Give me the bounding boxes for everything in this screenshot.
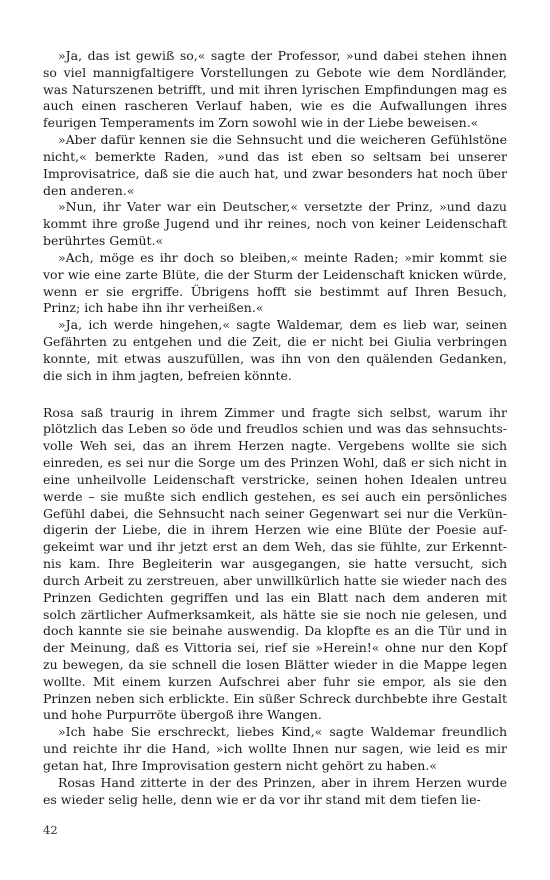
section-break — [43, 385, 507, 405]
paragraph-raden-sehnsucht: »Aber dafür kennen sie die Sehnsucht und die weicheren Gefühlstöne nicht,« bemerkte Raden, »und das ist eben so seltsam bei unserer Improvisatrice, daß sie die auch hat, und zwar besonders hat noch über den anderen.« — [43, 132, 507, 198]
paragraph-rosa-zimmer: Rosa saß traurig in ihrem Zimmer und fragte sich selbst, warum ihr plötzlich das Leben so öde und freudlos schien und was das sehnsuchtsvolle Weh sei, das an ihrem Herzen nagte. Vergebens wollte sie sich einreden, es sei nur die Sorge um des Prinzen Wohl, daß er sich nicht in eine unheilvolle Leidenschaft verstricke, seinen hohen Idealen untreu werde – sie mußte sich endlich gestehen, es sei auch ein persönliches Gefühl dabei, die Sehnsucht nach seiner Gegenwart sei nur die Verkündigerin der Liebe, die in ihrem Herzen wie eine Blüte der Poesie aufgekeimt war und ihr jetzt erst an dem Weh, das sie fühlte, zur Erkenntnis kam. Ihre Begleiterin war ausgegangen, sie hatte versucht, sich durch Arbeit zu zerstreuen, aber unwillkürlich hatte sie wieder nach des Prinzen Gedichten gegriffen und las ein Blatt nach dem anderen mit solch zärtlicher Aufmerksamkeit, als hätte sie sie noch nie gelesen, und doch kannte sie sie beinahe auswendig. Da klopfte es an die Tür und in der Meinung, daß es Vittoria sei, rief sie »Herein!« ohne nur den Kopf zu bewegen, da sie schnell die losen Blätter wieder in die Mappe legen wollte. Mit einem kurzen Aufschrei aber fuhr sie empor, als sie den Prinzen neben sich erblickte. Ein süßer Schreck durchbebte ihre Gestalt und hohe Purpurröte übergoß ihre Wangen. — [43, 404, 507, 723]
paragraph-waldemar-erschreckt: »Ich habe Sie erschreckt, liebes Kind,« sagte Waldemar freundlich und reichte ihr die Hand, »ich wollte Ihnen nur sagen, wie leid es mir getan hat, Ihre Improvisation gestern nicht gehört zu haben.« — [43, 724, 507, 773]
paragraph-waldemar-hingehen: »Ja, ich werde hingehen,« sagte Waldemar, dem es lieb war, seinen Gefährten zu entgehen und die Zeit, die er nicht bei Giulia verbringen konnte, mit etwas auszufüllen, was ihn von den quälenden Gedanken, die sich in ihm jagten, befreien könnte. — [43, 317, 507, 383]
paragraph-rosa-hand: Rosas Hand zitterte in der des Prinzen, aber in ihrem Herzen wurde es wieder selig helle, denn wie er da vor ihr stand mit dem tiefen lie- — [43, 774, 507, 807]
paragraph-professor: »Ja, das ist gewiß so,« sagte der Professor, »und dabei stehen ihnen so viel mannigfaltigere Vorstellungen zu Gebote wie dem Nordländer, was Naturszenen betrifft, und mit ihren lyrischen Empfindungen mag es auch einen rascheren Verlauf haben, wie es die Aufwallungen ihres feurigen Temperaments im Zorn sowohl wie in der Liebe beweisen.« — [43, 48, 507, 131]
paragraph-raden-bluete: »Ach, möge es ihr doch so bleiben,« meinte Raden; »mir kommt sie vor wie eine zarte Blüte, die der Sturm der Leidenschaft knicken würde, wenn er sie ergriffe. Übrigens hofft sie bestimmt auf Ihren Besuch, Prinz; ich habe ihn ihr verheißen.« — [43, 249, 507, 316]
paragraph-prinz-vater: »Nun, ihr Vater war ein Deutscher,« versetzte der Prinz, »und dazu kommt ihre große Jugend und ihr reines, noch von keiner Leidenschaft berührtes Gemüt.« — [43, 199, 507, 249]
page-number: 42 — [43, 823, 58, 837]
book-page-text — [43, 48, 507, 808]
